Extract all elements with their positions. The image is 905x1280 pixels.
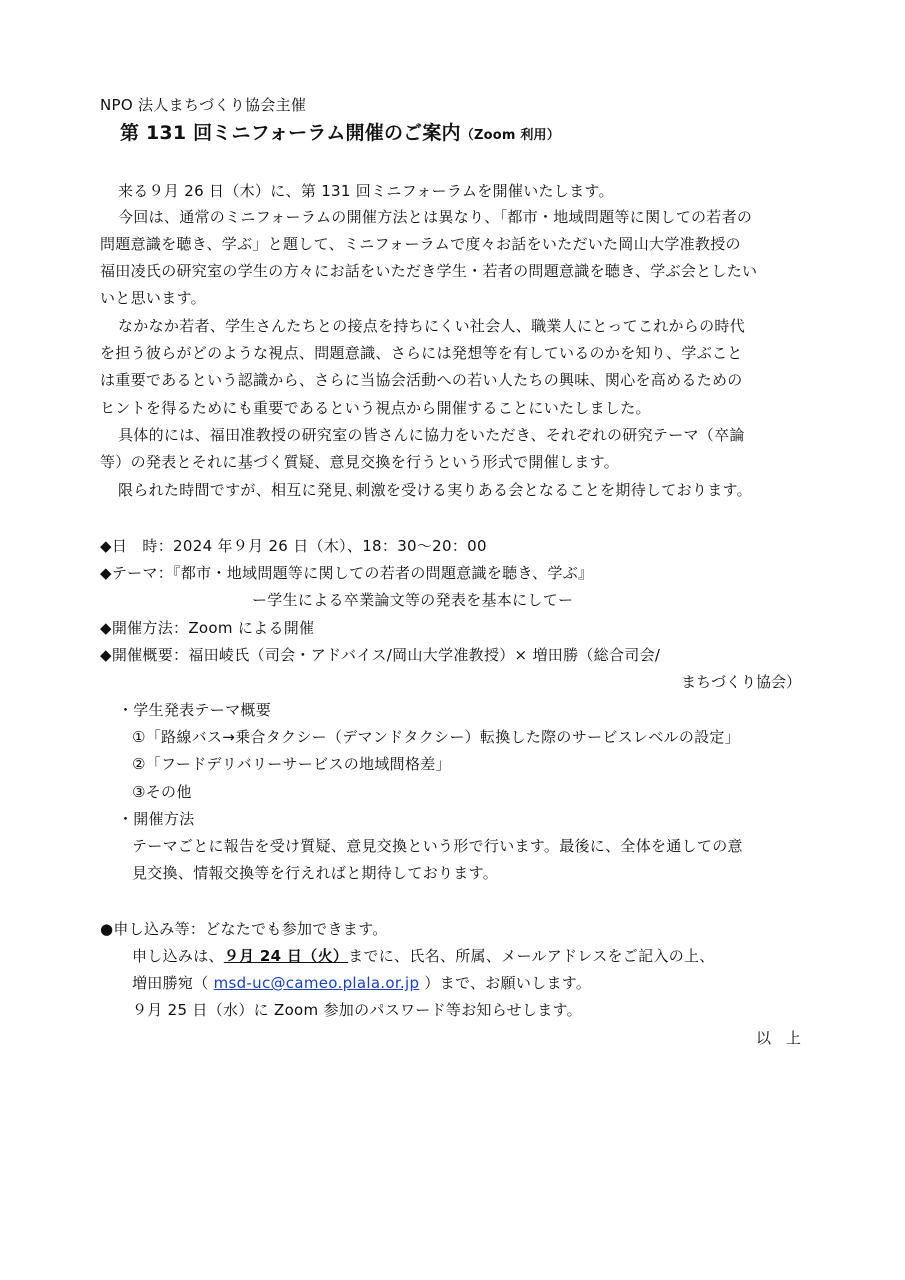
title-suffix: （Zoom 利用） xyxy=(460,128,560,143)
page-title xyxy=(120,121,560,148)
application-text: までに、氏名、所属、メールアドレスをご記入の上、 xyxy=(348,947,715,965)
event-overview-continued: まちづくり協会） xyxy=(681,673,801,691)
intro-line: いと思います。 xyxy=(100,289,206,307)
organizer-line: NPO 法人まちづくり協会主催 xyxy=(100,96,307,114)
closing-mark: 以 上 xyxy=(755,1029,801,1047)
contact-line xyxy=(132,974,591,992)
intro-line: 福田凌氏の研究室の学生の方々にお話をいただき学生・若者の問題意識を聴き、学ぶ会としたい xyxy=(100,262,758,280)
intro-line: は重要であるという認識から、さらに当協会活動への若い人たちの興味、関心を高めるための xyxy=(100,371,743,389)
intro-line: を担う彼らがどのような視点、問題意識、さらには発想等を有しているのかを知り、学ぶこと xyxy=(100,344,743,362)
application-line xyxy=(132,947,715,965)
contact-text: ）まで、お願いします。 xyxy=(424,974,592,992)
intro-line: なかなか若者、学生さんたちとの接点を持ちにくい社会人、職業人にとってこれからの時代 xyxy=(118,317,746,335)
application-deadline: ９月 24 日（火） xyxy=(223,947,349,965)
intro-line: ヒントを得るためにも重要であるという視点から開催することにいたしました。 xyxy=(100,399,651,417)
intro-line: 具体的には、福田准教授の研究室の皆さんに協力をいただき、それぞれの研究テーマ（卒論 xyxy=(118,426,745,444)
procedure-line: テーマごとに報告を受け質疑、意見交換という形で行います。最後に、全体を通しての意 xyxy=(132,837,743,855)
intro-line: 今回は、通常のミニフォーラムの開催方法とは異なり、「都市・地域問題等に関しての若者の xyxy=(118,208,753,226)
student-topics-heading: ・学生発表テーマ概要 xyxy=(118,701,272,719)
intro-line: 問題意識を聴き、学ぶ」と題して、ミニフォーラムで度々お話をいただいた岡山大学准教授の xyxy=(100,235,741,253)
student-topic-item: ③その他 xyxy=(132,783,192,801)
event-method: ◆開催方法：Zoom による開催 xyxy=(100,619,315,637)
event-theme-subtitle: ー学生による卒業論文等の発表を基本にしてー xyxy=(252,591,574,609)
student-topic-item: ②「フードデリバリーサービスの地域間格差」 xyxy=(132,755,451,773)
procedure-line: 見交換、情報交換等を行えればと期待しております。 xyxy=(132,864,499,882)
intro-line: 限られた時間ですが、相互に発見､刺激を受ける実りある会となることを期待しております。 xyxy=(118,481,752,499)
application-heading: ●申し込み等：どなたでも参加できます。 xyxy=(100,920,388,938)
event-date: ◆日 時：2024 年９月 26 日（木）、18：30～20：00 xyxy=(100,537,487,555)
student-topic-item: ①「路線バス→乗合タクシー（デマンドタクシー）転換した際のサービスレベルの設定」 xyxy=(132,728,741,746)
contact-text: 増田勝宛（ xyxy=(132,974,209,992)
event-overview: ◆開催概要：福田崚氏（司会・アドバイス/岡山大学准教授）× 増田勝（総合司会/ xyxy=(100,646,661,664)
procedure-heading: ・開催方法 xyxy=(118,810,195,828)
intro-line: 来る９月 26 日（木）に、第 131 回ミニフォーラムを開催いたします。 xyxy=(118,182,614,200)
password-notice: ９月 25 日（水）に Zoom 参加のパスワード等お知らせします。 xyxy=(132,1001,582,1019)
event-theme: ◆テーマ：『都市・地域問題等に関しての若者の問題意識を聴き、学ぶ』 xyxy=(100,564,594,582)
application-text: 申し込みは、 xyxy=(132,947,224,965)
title-text: 第 131 回ミニフォーラム開催のご案内 xyxy=(120,122,461,144)
email-link[interactable]: msd-uc@cameo.plala.or.jp xyxy=(213,974,420,992)
intro-line: 等）の発表とそれに基づく質疑、意見交換を行うという形式で開催します。 xyxy=(100,453,620,471)
